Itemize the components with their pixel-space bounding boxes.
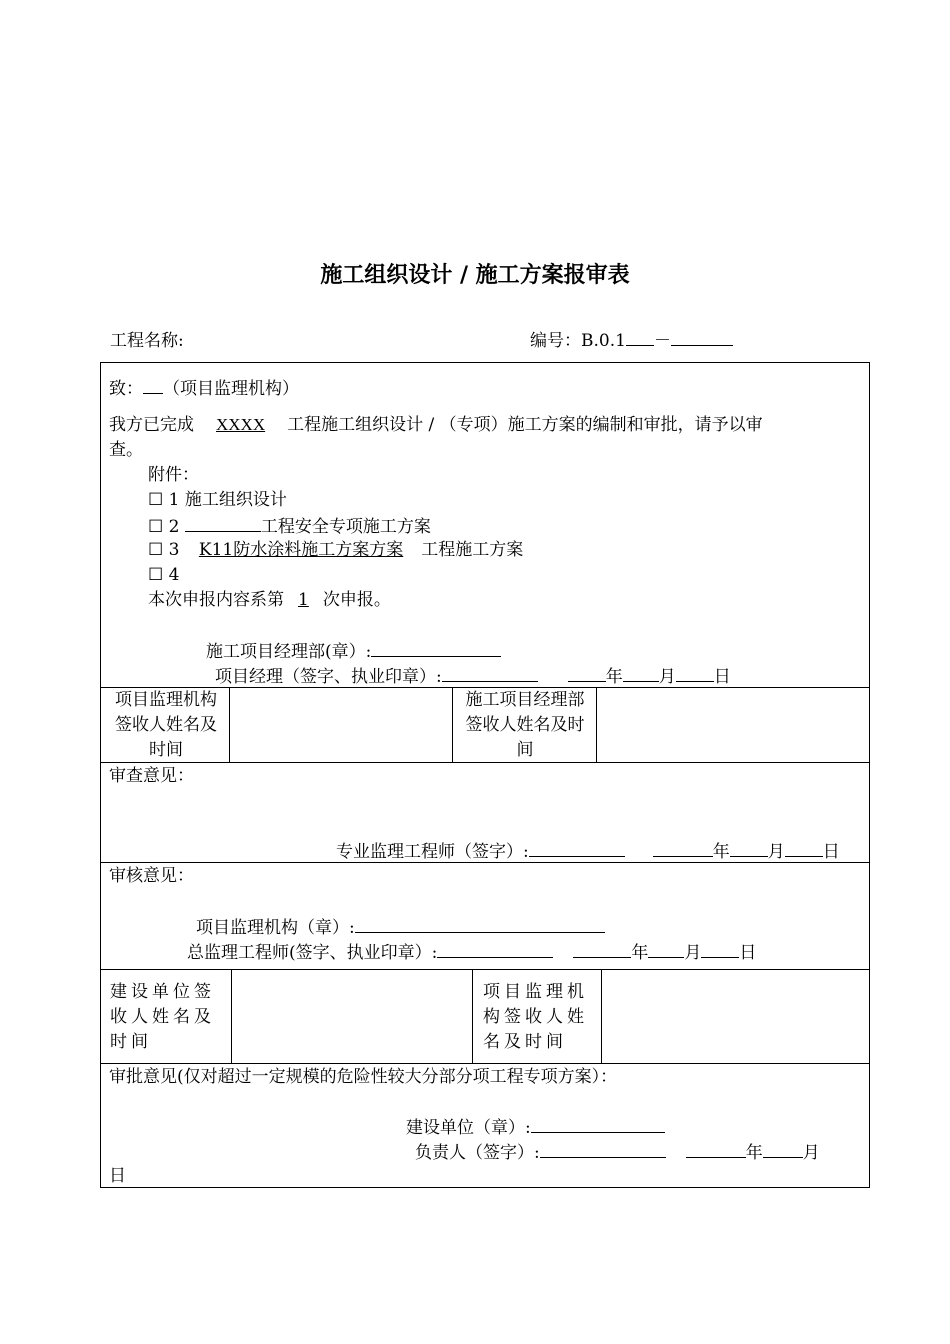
attachment-item-4[interactable]: ☐ 4: [148, 565, 180, 585]
dept-seal-line: [206, 638, 501, 665]
to-suffix: （项目监理机构）: [163, 378, 299, 399]
times-text-b: 次申报。: [322, 590, 391, 610]
month-label: 月: [658, 666, 676, 687]
form-table: [100, 362, 870, 1188]
project-value: XXXX: [216, 415, 266, 434]
attachments-label: 附件：: [148, 465, 199, 485]
audit-chief-label: 总监理工程师(签字、执业印章）:: [187, 942, 438, 963]
number-dash: －: [653, 331, 671, 351]
receipt-field-owner[interactable]: [232, 970, 471, 1062]
manager-sign-line: [215, 663, 731, 690]
approval-person-line: 负责人（签字）: 年 月: [415, 1139, 820, 1166]
completion-text-b: 工程施工组织设计 / （专项）施工方案的编制和审批，请予以审: [287, 415, 763, 435]
attachment-item-2-checkbox[interactable]: ☐ 2: [148, 516, 185, 537]
audit-chief-blank[interactable]: [437, 939, 553, 958]
attachment-item-2-label: 工程安全专项施工方案: [260, 516, 431, 537]
divider: [101, 762, 869, 763]
approval-unit-label: 建设单位（章）:: [406, 1117, 531, 1138]
manager-sign-label: 项目经理（签字、执业印章）:: [215, 666, 442, 687]
attachment-item-3-value: K11防水涂料施工方案方案: [198, 540, 404, 560]
audit-year-blank[interactable]: [573, 939, 631, 958]
audit-chief-line: 总监理工程师(签字、执业印章）: 年 月 日: [187, 939, 756, 966]
form-number-label: 编号：B.0.1: [530, 331, 626, 351]
review-sign-label: 专业监理工程师（签字）:: [336, 841, 529, 862]
audit-day-blank[interactable]: [701, 939, 739, 958]
attachment-item-3-checkbox[interactable]: ☐ 3: [148, 540, 185, 560]
year-label: 年: [605, 666, 623, 687]
day-blank[interactable]: [676, 663, 714, 682]
year-blank[interactable]: [568, 663, 606, 682]
completion-line-2: 查。: [109, 440, 143, 460]
to-line: [109, 375, 299, 402]
approval-year-blank[interactable]: [686, 1139, 746, 1158]
attachment-item-3-label: 工程施工方案: [421, 540, 524, 560]
review-sign-line: 专业监理工程师（签字）: 年 月 日: [336, 838, 840, 865]
attachment-item-2[interactable]: [148, 513, 431, 540]
audit-label: 审核意见：: [109, 866, 194, 886]
to-prefix: 致：: [109, 378, 143, 399]
day-label: 日: [713, 666, 731, 687]
number-blank-2[interactable]: [671, 327, 733, 346]
submission-times-line: [148, 588, 391, 613]
divider: [452, 687, 453, 762]
times-value: 1: [298, 590, 309, 610]
form-number: [530, 326, 733, 351]
form-title: 施工组织设计 / 施工方案报审表: [320, 263, 630, 288]
divider: [101, 862, 869, 863]
audit-org-line: [196, 914, 605, 941]
audit-org-label: 项目监理机构（章）:: [196, 917, 355, 938]
approval-person-blank[interactable]: [540, 1139, 666, 1158]
manager-sign-blank[interactable]: [442, 663, 538, 682]
approval-day-label: 日: [109, 1166, 126, 1186]
dept-seal-label: 施工项目经理部(章）:: [206, 641, 372, 662]
receipt-field-supervision[interactable]: [230, 688, 451, 761]
attachment-item-2-blank[interactable]: [185, 513, 261, 532]
times-text-a: 本次申报内容系第: [148, 590, 284, 610]
month-blank[interactable]: [623, 663, 659, 682]
review-sign-blank[interactable]: [529, 838, 625, 857]
review-label: 审查意见：: [109, 766, 194, 786]
approval-month-blank[interactable]: [763, 1139, 803, 1158]
receipt-label-contractor: 施工项目经理部 签收人姓名及时 间: [465, 690, 585, 760]
project-name-label: 工程名称:: [110, 331, 184, 351]
receipt-label-owner: 建设单位签 收人姓名及 时间: [110, 982, 215, 1052]
audit-org-blank[interactable]: [355, 914, 605, 933]
approval-unit-line: [406, 1114, 665, 1141]
number-blank-1[interactable]: [626, 327, 654, 346]
completion-line: [109, 412, 763, 438]
approval-person-label: 负责人（签字）:: [415, 1142, 540, 1163]
attachment-item-1[interactable]: ☐ 1 施工组织设计: [148, 490, 287, 510]
completion-text-a: 我方已完成: [109, 415, 194, 435]
approval-unit-blank[interactable]: [531, 1114, 665, 1133]
receipt-label-supervision-2: 项目监理机 构签收人姓 名及时间: [483, 982, 588, 1052]
review-year-blank[interactable]: [653, 838, 713, 857]
approval-label: 审批意见(仅对超过一定规模的危险性较大分部分项工程专项方案）：: [109, 1067, 618, 1087]
receipt-field-supervision-2[interactable]: [602, 970, 869, 1062]
review-day-blank[interactable]: [785, 838, 823, 857]
review-month-blank[interactable]: [730, 838, 768, 857]
to-blank[interactable]: [143, 375, 163, 394]
receipt-field-contractor[interactable]: [597, 688, 869, 761]
audit-month-blank[interactable]: [648, 939, 684, 958]
dept-seal-blank[interactable]: [371, 638, 501, 657]
divider: [472, 969, 473, 1063]
receipt-label-supervision: 项目监理机构 签收人姓名及 时间: [115, 690, 217, 760]
attachment-item-3[interactable]: [148, 538, 523, 563]
divider: [101, 1063, 869, 1064]
